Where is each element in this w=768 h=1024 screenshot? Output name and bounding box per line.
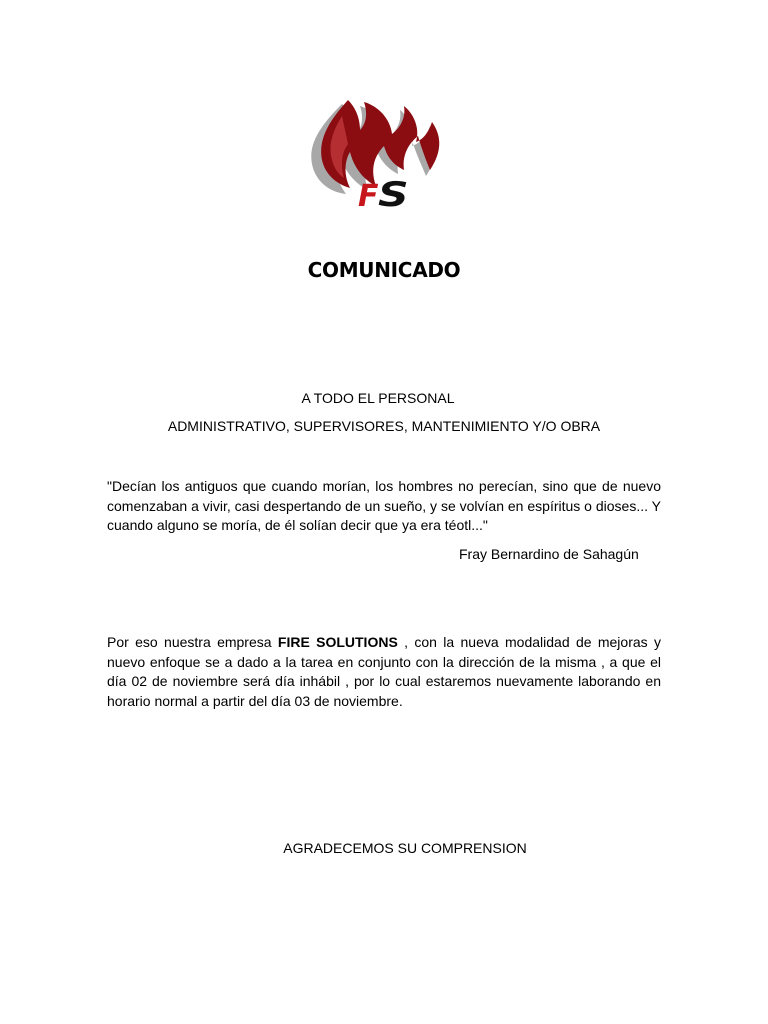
logo-letter-s: S bbox=[378, 175, 409, 214]
company-name: FIRE SOLUTIONS bbox=[277, 634, 398, 650]
quote-paragraph: "Decían los antiguos que cuando morían, los hombres no perecían, sino que de nuevo comenzaban a vivir, casi despertando de un sueño, y se volvían en espíritus o dioses... Y cuando alguno se moría, de él solían decir que ya era téotl..." bbox=[107, 478, 661, 534]
page-title: COMUNICADO bbox=[307, 258, 461, 282]
closing-line: AGRADECEMOS SU COMPRENSION bbox=[283, 840, 527, 856]
announcement-paragraph bbox=[107, 633, 661, 711]
company-logo bbox=[308, 94, 458, 214]
announcement-intro: Por eso nuestra empresa bbox=[107, 634, 278, 650]
logo-letter-f: F bbox=[358, 179, 379, 214]
addressee-line-1: A TODO EL PERSONAL bbox=[301, 390, 455, 406]
flame-logo-icon bbox=[308, 94, 458, 214]
addressee-line-2: ADMINISTRATIVO, SUPERVISORES, MANTENIMIENTO Y/O OBRA bbox=[167, 418, 601, 434]
announcement-body: , con la nueva modalidad de mejoras y nuevo enfoque se a dado a la tarea en conjunto con la dirección de la misma , a que el día 02 de noviembre será día inhábil , por lo cual estaremos nuevamente laborando en horario normal a partir del día 03 de noviembre. bbox=[107, 634, 661, 709]
quote-author: Fray Bernardino de Sahagún bbox=[459, 546, 639, 562]
